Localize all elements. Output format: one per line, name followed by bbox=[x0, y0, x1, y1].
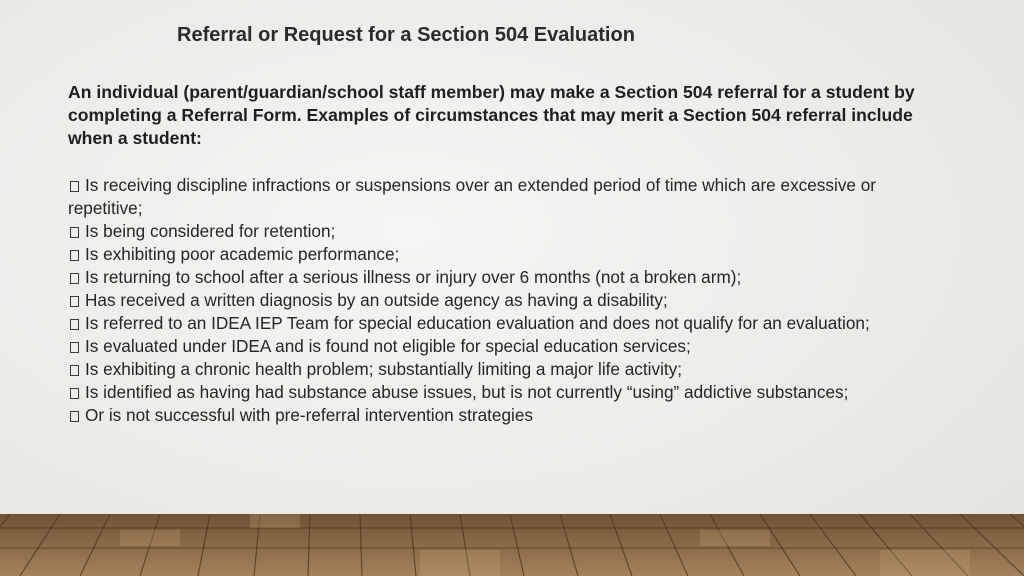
bullet-text: Is identified as having had substance abuse issues, but is not currently “using” addictive substances; bbox=[85, 382, 849, 402]
bullet-text: Is exhibiting a chronic health problem; substantially limiting a major life activity; bbox=[85, 359, 683, 379]
list-item bbox=[68, 289, 948, 312]
list-item bbox=[68, 174, 948, 220]
list-item bbox=[68, 358, 948, 381]
bullet-text: Is returning to school after a serious illness or injury over 6 months (not a broken arm); bbox=[85, 267, 742, 287]
list-item bbox=[68, 266, 948, 289]
checkbox-glyph-icon bbox=[70, 365, 79, 376]
bullet-text: Is being considered for retention; bbox=[85, 221, 336, 241]
checkbox-glyph-icon bbox=[70, 273, 79, 284]
checkbox-glyph-icon bbox=[70, 296, 79, 307]
checkbox-glyph-icon bbox=[70, 227, 79, 238]
bullet-text: Or is not successful with pre-referral intervention strategies bbox=[85, 405, 534, 425]
wood-floor-graphic bbox=[0, 514, 1024, 576]
list-item bbox=[68, 404, 948, 427]
checkbox-glyph-icon bbox=[70, 411, 79, 422]
list-item bbox=[68, 335, 948, 358]
list-item bbox=[68, 243, 948, 266]
bullet-text: Is receiving discipline infractions or suspensions over an extended period of time which are excessive or repetitive; bbox=[68, 175, 877, 218]
bullet-text: Is evaluated under IDEA and is found not eligible for special education services; bbox=[85, 336, 691, 356]
checkbox-glyph-icon bbox=[70, 388, 79, 399]
list-item bbox=[68, 381, 948, 404]
checkbox-glyph-icon bbox=[70, 342, 79, 353]
bullet-text: Is exhibiting poor academic performance; bbox=[85, 244, 400, 264]
bullet-text: Is referred to an IDEA IEP Team for special education evaluation and does not qualify for an evaluation; bbox=[85, 313, 870, 333]
list-item bbox=[68, 220, 948, 243]
wood-floor bbox=[0, 514, 1024, 576]
checkbox-glyph-icon bbox=[70, 319, 79, 330]
slide-title: Referral or Request for a Section 504 Evaluation bbox=[177, 24, 635, 46]
bullet-text: Has received a written diagnosis by an outside agency as having a disability; bbox=[85, 290, 668, 310]
checkbox-glyph-icon bbox=[70, 250, 79, 261]
checkbox-glyph-icon bbox=[70, 181, 79, 192]
bullet-list bbox=[68, 174, 948, 427]
intro-paragraph: An individual (parent/guardian/school staff member) may make a Section 504 referral for a student by completing a Referral Form. Examples of circumstances that may merit a Section 504 referral include when a student: bbox=[68, 82, 915, 148]
list-item bbox=[68, 312, 948, 335]
